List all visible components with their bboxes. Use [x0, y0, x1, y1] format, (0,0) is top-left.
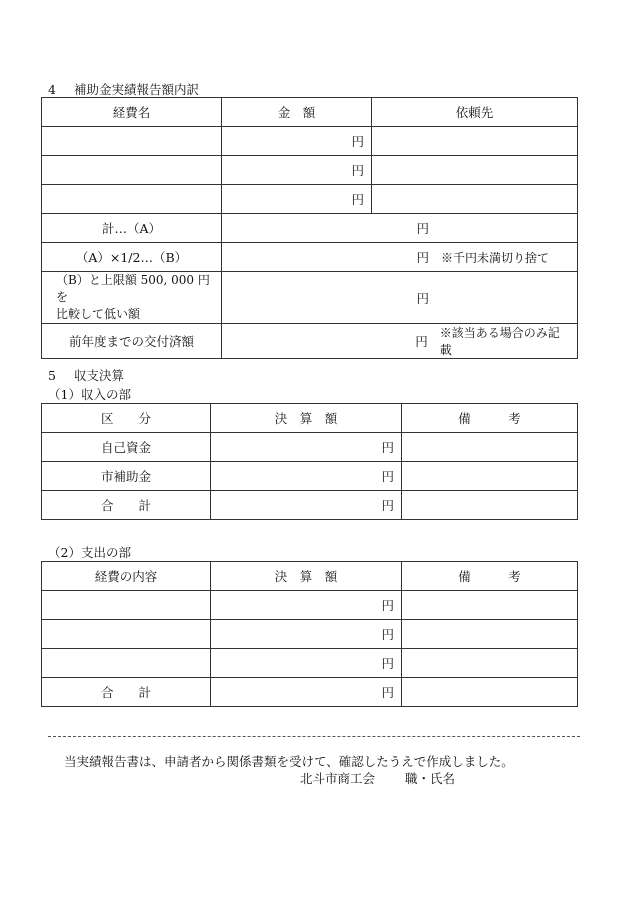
remarks-cell[interactable]	[402, 433, 578, 462]
compare-label-line2: 比較して低い額	[56, 307, 141, 321]
table-row	[42, 433, 578, 462]
yen-unit: 円	[351, 192, 364, 207]
half-label: （A）×1/2…（B）	[42, 243, 222, 272]
half-amount-cell[interactable]	[222, 243, 578, 272]
compare-label-line1: （B）と上限額 500, 000 円を	[56, 273, 210, 304]
table-header-row	[42, 98, 578, 127]
prior-note: ※該当ある場合のみ記載	[439, 326, 560, 357]
header-expense-content: 経費の内容	[42, 562, 211, 591]
expense-subheading: （2）支出の部	[48, 545, 131, 560]
expense-name-cell[interactable]	[42, 156, 222, 185]
header-requestee: 依頼先	[372, 98, 578, 127]
income-label: 自己資金	[42, 433, 211, 462]
expense-table	[41, 561, 578, 707]
header-amount: 金 額	[222, 98, 372, 127]
compare-label	[42, 272, 222, 324]
subsidy-breakdown-table	[41, 97, 578, 359]
section4-heading	[48, 80, 199, 98]
amount-cell[interactable]	[211, 620, 402, 649]
table-row	[42, 591, 578, 620]
header-remarks: 備 考	[402, 562, 578, 591]
income-label: 市補助金	[42, 462, 211, 491]
section5-number: 5	[48, 368, 56, 383]
yen-unit: 円	[416, 250, 429, 265]
remarks-cell[interactable]	[402, 491, 578, 520]
expense-label-cell[interactable]	[42, 620, 211, 649]
compare-amount-cell[interactable]	[222, 272, 578, 324]
total-amount-cell[interactable]	[222, 214, 578, 243]
table-row	[42, 127, 578, 156]
remarks-cell[interactable]	[402, 620, 578, 649]
table-row	[42, 156, 578, 185]
yen-unit: 円	[416, 221, 429, 236]
yen-unit: 円	[416, 290, 429, 306]
amount-cell[interactable]	[211, 678, 402, 707]
requestee-cell[interactable]	[372, 156, 578, 185]
expense-label-cell[interactable]	[42, 649, 211, 678]
yen-unit: 円	[381, 685, 394, 700]
header-remarks: 備 考	[402, 404, 578, 433]
yen-unit: 円	[381, 498, 394, 513]
position-name-label: 職・氏名	[405, 771, 456, 786]
header-category: 区 分	[42, 404, 211, 433]
amount-cell[interactable]	[211, 649, 402, 678]
yen-unit: 円	[351, 163, 364, 178]
expense-label-cell[interactable]	[42, 591, 211, 620]
income-subheading: （1）収入の部	[48, 387, 131, 402]
rounding-note: ※千円未満切り捨て	[441, 250, 550, 265]
prior-label: 前年度までの交付済額	[42, 324, 222, 359]
amount-cell[interactable]	[211, 433, 402, 462]
confirmation-statement: 当実績報告書は、申請者から関係書類を受けて、確認したうえで作成しました。	[64, 754, 514, 769]
table-row	[42, 678, 578, 707]
table-header-row	[42, 404, 578, 433]
table-row	[42, 649, 578, 678]
income-table	[41, 403, 578, 520]
amount-cell[interactable]	[211, 591, 402, 620]
header-settled-amount: 決 算 額	[211, 562, 402, 591]
section5-title: 収支決算	[74, 368, 125, 383]
remarks-cell[interactable]	[402, 591, 578, 620]
amount-cell[interactable]	[211, 491, 402, 520]
amount-cell[interactable]	[222, 156, 372, 185]
header-settled-amount: 決 算 額	[211, 404, 402, 433]
table-row	[42, 462, 578, 491]
amount-cell[interactable]	[211, 462, 402, 491]
yen-unit: 円	[381, 469, 394, 484]
remarks-cell[interactable]	[402, 462, 578, 491]
yen-unit: 円	[381, 598, 394, 613]
table-row	[42, 491, 578, 520]
remarks-cell[interactable]	[402, 649, 578, 678]
expense-name-cell[interactable]	[42, 185, 222, 214]
section5-heading	[48, 366, 124, 384]
compare-row	[42, 272, 578, 324]
dashed-divider	[48, 736, 580, 737]
remarks-cell[interactable]	[402, 678, 578, 707]
header-expense-name: 経費名	[42, 98, 222, 127]
table-header-row	[42, 562, 578, 591]
table-row	[42, 185, 578, 214]
yen-unit: 円	[351, 134, 364, 149]
amount-cell[interactable]	[222, 185, 372, 214]
yen-unit: 円	[381, 627, 394, 642]
amount-cell[interactable]	[222, 127, 372, 156]
expense-name-cell[interactable]	[42, 127, 222, 156]
yen-unit: 円	[381, 656, 394, 671]
total-row	[42, 214, 578, 243]
requestee-cell[interactable]	[372, 127, 578, 156]
prior-amount-cell[interactable]	[222, 324, 578, 359]
signature-line	[300, 769, 455, 787]
table-row	[42, 620, 578, 649]
section4-number: 4	[48, 82, 56, 97]
organization-name: 北斗市商工会	[300, 771, 376, 786]
expense-total-label: 合 計	[42, 678, 211, 707]
yen-unit: 円	[415, 334, 428, 349]
requestee-cell[interactable]	[372, 185, 578, 214]
half-row	[42, 243, 578, 272]
yen-unit: 円	[381, 440, 394, 455]
total-label: 計…（A）	[42, 214, 222, 243]
prior-row	[42, 324, 578, 359]
section4-title: 補助金実績報告額内訳	[74, 82, 200, 97]
income-label: 合 計	[42, 491, 211, 520]
